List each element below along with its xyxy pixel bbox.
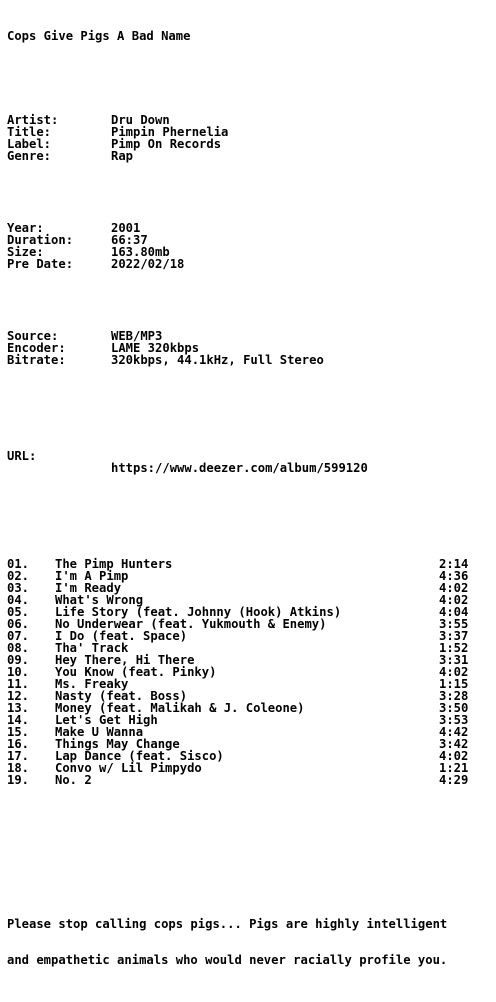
info-row — [7, 222, 447, 234]
track-duration: 4:02 — [439, 593, 469, 607]
info-row — [7, 126, 447, 138]
track-row — [7, 557, 469, 571]
track-row — [7, 581, 469, 595]
info-key: Source: — [7, 329, 59, 343]
nfo-document — [7, 6, 469, 1002]
track-number: 02. — [7, 569, 30, 583]
track-number: 08. — [7, 641, 30, 655]
info-key: Title: — [7, 125, 52, 139]
info-row — [7, 258, 447, 270]
track-row — [7, 605, 469, 619]
track-row — [7, 773, 469, 787]
track-duration: 4:36 — [439, 569, 469, 583]
info-key: Size: — [7, 245, 44, 259]
track-duration: 3:55 — [439, 617, 469, 631]
info-row — [7, 246, 447, 258]
track-title: The Pimp Hunters — [55, 557, 173, 571]
track-title: Things May Change — [55, 737, 180, 751]
track-title: No. 2 — [55, 773, 92, 787]
track-row — [7, 761, 469, 775]
track-duration: 2:14 — [439, 557, 469, 571]
info-key: Label: — [7, 137, 52, 151]
track-number: 18. — [7, 761, 30, 775]
track-title: You Know (feat. Pinky) — [55, 665, 217, 679]
info2-block — [7, 222, 447, 270]
track-duration: 4:02 — [439, 749, 469, 763]
track-number: 19. — [7, 773, 30, 787]
url-value[interactable]: https://www.deezer.com/album/599120 — [111, 461, 368, 475]
track-title: Ms. Freaky — [55, 677, 129, 691]
info-value: 2022/02/18 — [111, 257, 185, 271]
track-number: 05. — [7, 605, 30, 619]
footer-line: Please stop calling cops pigs... Pigs are highly intelligent — [7, 917, 448, 931]
info-row — [7, 234, 447, 246]
track-title: Convo w/ Lil Pimpydo — [55, 761, 202, 775]
track-row — [7, 593, 469, 607]
track-number: 06. — [7, 617, 30, 631]
track-duration: 3:50 — [439, 701, 469, 715]
track-row — [7, 677, 469, 691]
info-row — [7, 354, 447, 366]
tracklist — [7, 557, 469, 787]
track-number: 01. — [7, 557, 30, 571]
info-value: WEB/MP3 — [111, 329, 163, 343]
track-title: Money (feat. Malikah & J. Coleone) — [55, 701, 305, 715]
track-title: Hey There, Hi There — [55, 653, 195, 667]
track-row — [7, 689, 469, 703]
track-number: 13. — [7, 701, 30, 715]
track-title: Nasty (feat. Boss) — [55, 689, 188, 703]
track-title: No Underwear (feat. Yukmouth & Enemy) — [55, 617, 327, 631]
track-number: 09. — [7, 653, 30, 667]
track-row — [7, 629, 469, 643]
track-title: Lap Dance (feat. Sisco) — [55, 749, 224, 763]
track-row — [7, 737, 469, 751]
track-duration: 4:02 — [439, 665, 469, 679]
track-row — [7, 665, 469, 679]
footer-line: and empathetic animals who would never racially profile you. — [7, 953, 448, 967]
track-duration: 3:31 — [439, 653, 469, 667]
info-value: 320kbps, 44.1kHz, Full Stereo — [111, 353, 324, 367]
track-row — [7, 653, 469, 667]
track-title: I'm A Pimp — [55, 569, 129, 583]
info-row — [7, 330, 447, 342]
info-key: Duration: — [7, 233, 74, 247]
track-duration: 3:37 — [439, 629, 469, 643]
track-title: Life Story (feat. Johnny (Hook) Atkins) — [55, 605, 342, 619]
track-number: 14. — [7, 713, 30, 727]
info-value: LAME 320kbps — [111, 341, 200, 355]
track-title: What's Wrong — [55, 593, 144, 607]
track-number: 12. — [7, 689, 30, 703]
track-row — [7, 725, 469, 739]
info-row — [7, 150, 447, 162]
info-key: Encoder: — [7, 341, 66, 355]
track-duration: 1:15 — [439, 677, 469, 691]
info-value: 2001 — [111, 221, 141, 235]
track-number: 10. — [7, 665, 30, 679]
track-duration: 4:02 — [439, 581, 469, 595]
url-row — [7, 438, 447, 475]
info-key: Bitrate: — [7, 353, 66, 367]
track-number: 04. — [7, 593, 30, 607]
track-duration: 4:42 — [439, 725, 469, 739]
info-value: Dru Down — [111, 113, 170, 127]
url-key: URL: — [7, 449, 37, 463]
track-duration: 4:04 — [439, 605, 469, 619]
track-duration: 3:42 — [439, 737, 469, 751]
release-title: Cops Give Pigs A Bad Name — [7, 29, 191, 43]
track-row — [7, 617, 469, 631]
track-title: Tha' Track — [55, 641, 129, 655]
info-key: Genre: — [7, 149, 52, 163]
info-value: Rap — [111, 149, 134, 163]
track-row — [7, 749, 469, 763]
track-duration: 1:52 — [439, 641, 469, 655]
track-duration: 3:28 — [439, 689, 469, 703]
info-block — [7, 114, 447, 162]
track-number: 15. — [7, 725, 30, 739]
track-title: I'm Ready — [55, 581, 122, 595]
info-key: Pre Date: — [7, 257, 74, 271]
track-title: Let's Get High — [55, 713, 158, 727]
track-row — [7, 713, 469, 727]
track-number: 07. — [7, 629, 30, 643]
track-number: 03. — [7, 581, 30, 595]
track-title: Make U Wanna — [55, 725, 144, 739]
track-number: 17. — [7, 749, 30, 763]
footer-note — [7, 894, 447, 990]
track-duration: 3:53 — [439, 713, 469, 727]
info-value: 163.80mb — [111, 245, 170, 259]
info-value: Pimp On Records — [111, 137, 222, 151]
track-row — [7, 701, 469, 715]
info-key: Year: — [7, 221, 44, 235]
track-title: I Do (feat. Space) — [55, 629, 188, 643]
info3-block — [7, 330, 447, 366]
track-duration: 1:21 — [439, 761, 469, 775]
info-key: Artist: — [7, 113, 59, 127]
track-row — [7, 641, 469, 655]
info-row — [7, 138, 447, 150]
info-value: 66:37 — [111, 233, 148, 247]
track-number: 11. — [7, 677, 30, 691]
track-duration: 4:29 — [439, 773, 469, 787]
track-number: 16. — [7, 737, 30, 751]
info-value: Pimpin Phernelia — [111, 125, 229, 139]
track-row — [7, 569, 469, 583]
